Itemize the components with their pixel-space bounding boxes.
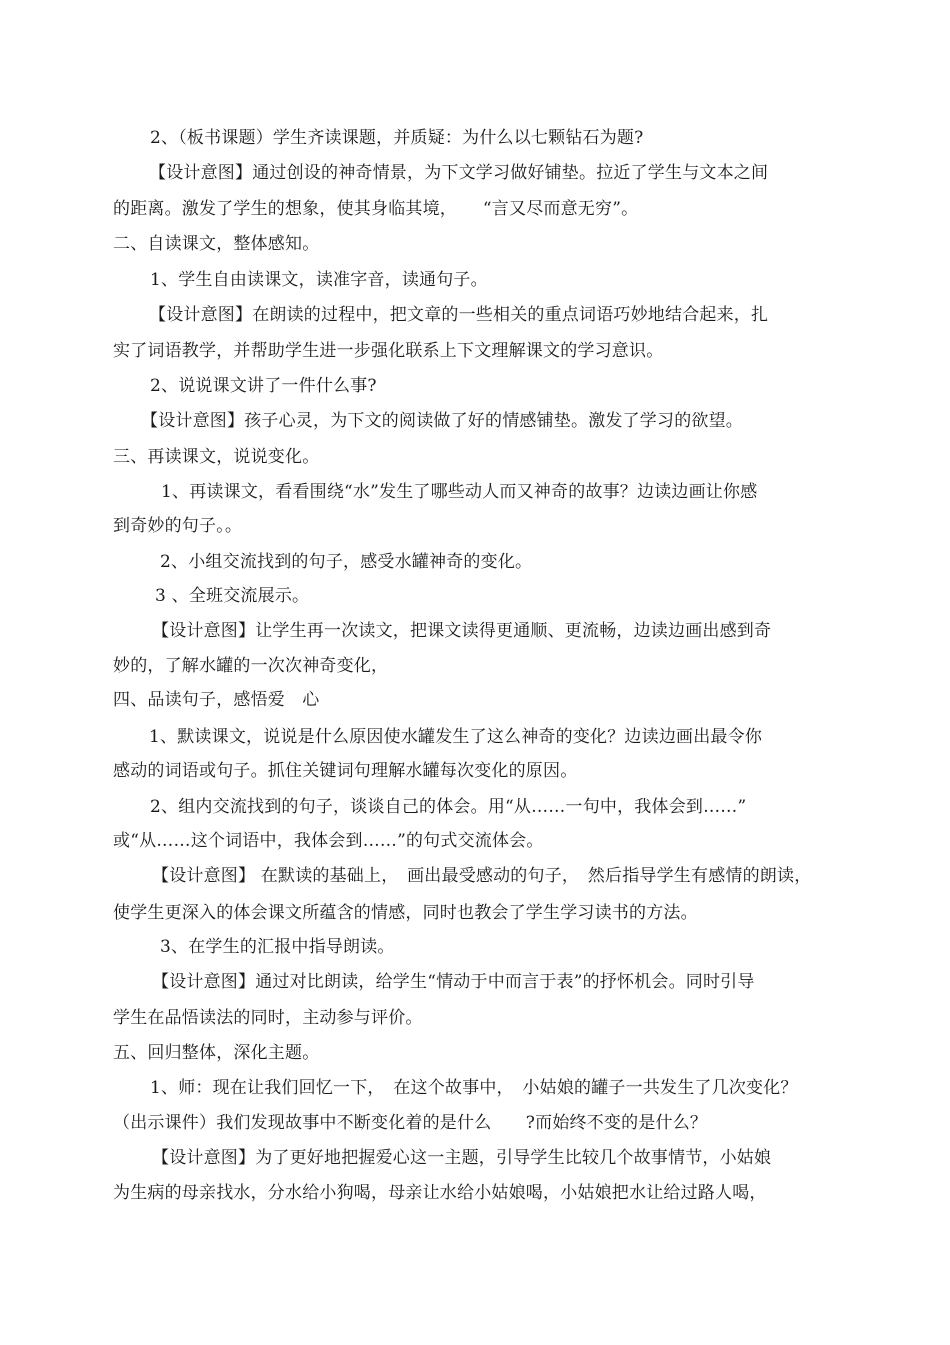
text-line: 【设计意图】为了更好地把握爱心这一主题，引导学生比较几个故事情节，小姑娘 — [152, 1148, 772, 1168]
text-line: 使学生更深入的体会课文所蕴含的情感，同时也教会了学生学习读书的方法。 — [113, 903, 698, 923]
text-line: 学生在品悟读法的同时，主动参与评价。 — [113, 1008, 423, 1028]
text-line: 【设计意图】通过创设的神奇情景，为下文学习做好铺垫。拉近了学生与文本之间 — [149, 163, 769, 183]
text-line: 1、再读课文，看看围绕“水”发生了哪些动人而又神奇的故事？边读边画让你感 — [161, 482, 758, 502]
text-line: 感动的词语或句子。抓住关键词句理解水罐每次变化的原因。 — [113, 761, 578, 781]
text-line: 2、说说课文讲了一件什么事? — [150, 376, 377, 396]
text-line: （出示课件）我们发现故事中不断变化着的是什么 ?而始终不变的是什么？ — [113, 1113, 708, 1133]
text-line: 【设计意图】通过对比朗读，给学生“情动于中而言于表”的抒怀机会。同时引导 — [152, 972, 755, 992]
text-line: 1、默读课文，说说是什么原因使水罐发生了这么神奇的变化？边读边画出最令你 — [149, 727, 763, 747]
text-line: 2、（板书课题）学生齐读课题，并质疑：为什么以七颗钻石为题? — [150, 128, 644, 148]
text-line: 【设计意图】在朗读的过程中，把文章的一些相关的重点词语巧妙地结合起来，扎 — [149, 305, 769, 325]
text-line: 1、学生自由读课文，读准字音，读通句子。 — [150, 270, 488, 290]
section-heading: 二、自读课文，整体感知。 — [113, 234, 320, 254]
text-line: 或“从……这个词语中，我体会到……”的句式交流体会。 — [113, 831, 544, 851]
text-line: 【设计意图】让学生再一次读文，把课文读得更通顺、更流畅，边读边画出感到奇 — [152, 621, 772, 641]
text-line: 3、在学生的汇报中指导朗读。 — [160, 937, 395, 957]
text-line: 2、组内交流找到的句子，谈谈自己的体会。用“从……一句中，我体会到……” — [150, 797, 747, 817]
text-line: 2、小组交流找到的句子，感受水罐神奇的变化。 — [160, 552, 533, 572]
section-heading: 四、品读句子，感悟爱 心 — [113, 690, 320, 710]
text-line: 妙的，了解水罐的一次次神奇变化， — [113, 656, 389, 676]
text-line: 【设计意图】 在默读的基础上， 画出最受感动的句子， 然后指导学生有感情的朗读， — [152, 866, 812, 886]
text-line: 的距离。激发了学生的想象，使其身临其境， “言又尽而意无穷”。 — [113, 199, 639, 219]
text-line: 到奇妙的句子。。 — [113, 516, 243, 536]
section-heading: 五、回归整体，深化主题。 — [113, 1043, 320, 1063]
text-line: 3 、全班交流展示。 — [155, 586, 310, 606]
text-line: 为生病的母亲找水，分水给小狗喝，母亲让水给小姑娘喝，小姑娘把水让给过路人喝， — [113, 1183, 767, 1203]
section-heading: 三、再读课文，说说变化。 — [113, 447, 320, 467]
text-line: 1、师：现在让我们回忆一下， 在这个故事中， 小姑娘的罐子一共发生了几次变化？ — [150, 1078, 798, 1098]
text-line: 【设计意图】孩子心灵，为下文的阅读做了好的情感铺垫。激发了学习的欲望。 — [141, 411, 743, 431]
text-line: 实了词语教学，并帮助学生进一步强化联系上下文理解课文的学习意识。 — [113, 341, 664, 361]
